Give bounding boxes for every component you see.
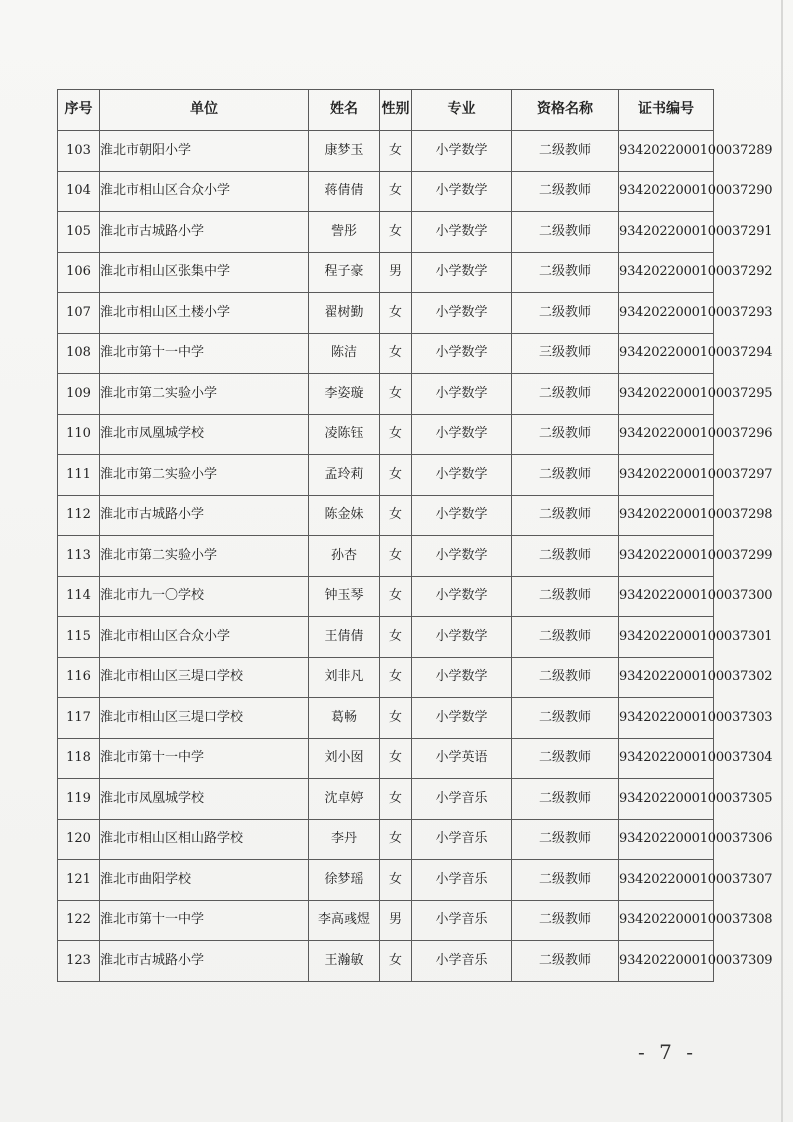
cell-certificate-number: 9342022000100037306 <box>619 819 714 860</box>
cell-major: 小学数学 <box>412 455 512 496</box>
cell-certificate-number: 9342022000100037291 <box>619 212 714 253</box>
cell-certificate-number: 9342022000100037290 <box>619 171 714 212</box>
cell-unit: 淮北市相山区三堤口学校 <box>100 657 309 698</box>
cell-unit: 淮北市第十一中学 <box>100 333 309 374</box>
table-row <box>58 698 714 739</box>
cell-qualification: 二级教师 <box>512 617 619 658</box>
cell-certificate-number: 9342022000100037302 <box>619 657 714 698</box>
cell-unit: 淮北市古城路小学 <box>100 495 309 536</box>
cell-unit: 淮北市相山区三堤口学校 <box>100 698 309 739</box>
cell-qualification: 二级教师 <box>512 293 619 334</box>
cell-qualification: 二级教师 <box>512 131 619 172</box>
cell-serial: 114 <box>58 576 100 617</box>
cell-gender: 女 <box>380 941 412 982</box>
cell-unit: 淮北市凤凰城学校 <box>100 779 309 820</box>
cell-qualification: 二级教师 <box>512 171 619 212</box>
cell-name: 刘非凡 <box>309 657 380 698</box>
table-row <box>58 819 714 860</box>
cell-unit: 淮北市相山区土楼小学 <box>100 293 309 334</box>
cell-gender: 女 <box>380 171 412 212</box>
cell-unit: 淮北市朝阳小学 <box>100 131 309 172</box>
table-row <box>58 495 714 536</box>
cell-major: 小学数学 <box>412 414 512 455</box>
cell-major: 小学数学 <box>412 536 512 577</box>
cell-serial: 112 <box>58 495 100 536</box>
table-row <box>58 617 714 658</box>
cell-name: 刘小囡 <box>309 738 380 779</box>
cell-serial: 107 <box>58 293 100 334</box>
cell-serial: 123 <box>58 941 100 982</box>
cell-unit: 淮北市相山区合众小学 <box>100 171 309 212</box>
cell-serial: 109 <box>58 374 100 415</box>
cell-gender: 女 <box>380 414 412 455</box>
cell-major: 小学数学 <box>412 617 512 658</box>
cell-qualification: 二级教师 <box>512 779 619 820</box>
cell-serial: 106 <box>58 252 100 293</box>
cell-serial: 111 <box>58 455 100 496</box>
cell-qualification: 二级教师 <box>512 900 619 941</box>
cell-certificate-number: 9342022000100037289 <box>619 131 714 172</box>
table-row <box>58 738 714 779</box>
cell-name: 陈洁 <box>309 333 380 374</box>
cell-gender: 女 <box>380 212 412 253</box>
cell-certificate-number: 9342022000100037293 <box>619 293 714 334</box>
cell-qualification: 二级教师 <box>512 536 619 577</box>
header-certificate-number: 证书编号 <box>619 90 714 131</box>
table-row <box>58 171 714 212</box>
cell-major: 小学数学 <box>412 293 512 334</box>
cell-serial: 103 <box>58 131 100 172</box>
cell-name: 钟玉琴 <box>309 576 380 617</box>
cell-qualification: 二级教师 <box>512 252 619 293</box>
cell-serial: 116 <box>58 657 100 698</box>
cell-qualification: 二级教师 <box>512 455 619 496</box>
cell-gender: 女 <box>380 536 412 577</box>
scan-edge <box>781 0 783 1122</box>
cell-name: 王倩倩 <box>309 617 380 658</box>
cell-unit: 淮北市古城路小学 <box>100 941 309 982</box>
cell-name: 李丹 <box>309 819 380 860</box>
cell-gender: 女 <box>380 131 412 172</box>
table-row <box>58 252 714 293</box>
cell-unit: 淮北市第二实验小学 <box>100 374 309 415</box>
table-row <box>58 293 714 334</box>
cell-gender: 女 <box>380 374 412 415</box>
cell-major: 小学数学 <box>412 576 512 617</box>
cell-unit: 淮北市第二实验小学 <box>100 455 309 496</box>
cell-name: 陈金妹 <box>309 495 380 536</box>
header-serial: 序号 <box>58 90 100 131</box>
cell-name: 葛畅 <box>309 698 380 739</box>
cell-unit: 淮北市古城路小学 <box>100 212 309 253</box>
cell-serial: 118 <box>58 738 100 779</box>
cell-qualification: 二级教师 <box>512 212 619 253</box>
table-row <box>58 900 714 941</box>
header-qualification: 资格名称 <box>512 90 619 131</box>
cell-unit: 淮北市相山区合众小学 <box>100 617 309 658</box>
cell-major: 小学数学 <box>412 657 512 698</box>
cell-major: 小学数学 <box>412 252 512 293</box>
cell-gender: 女 <box>380 819 412 860</box>
cell-serial: 104 <box>58 171 100 212</box>
cell-major: 小学音乐 <box>412 941 512 982</box>
cell-serial: 115 <box>58 617 100 658</box>
cell-major: 小学数学 <box>412 333 512 374</box>
cell-gender: 女 <box>380 779 412 820</box>
cell-serial: 113 <box>58 536 100 577</box>
cell-qualification: 二级教师 <box>512 576 619 617</box>
cell-gender: 女 <box>380 617 412 658</box>
header-gender: 性别 <box>380 90 412 131</box>
cell-certificate-number: 9342022000100037301 <box>619 617 714 658</box>
cell-gender: 女 <box>380 333 412 374</box>
cell-gender: 男 <box>380 900 412 941</box>
cell-major: 小学数学 <box>412 131 512 172</box>
cell-gender: 女 <box>380 657 412 698</box>
page-number: - 7 - <box>638 1040 697 1064</box>
cell-serial: 108 <box>58 333 100 374</box>
cell-certificate-number: 9342022000100037303 <box>619 698 714 739</box>
cell-gender: 女 <box>380 698 412 739</box>
table-row <box>58 455 714 496</box>
cell-certificate-number: 9342022000100037300 <box>619 576 714 617</box>
cell-major: 小学数学 <box>412 212 512 253</box>
cell-certificate-number: 9342022000100037295 <box>619 374 714 415</box>
cell-gender: 女 <box>380 495 412 536</box>
cell-name: 蒋倩倩 <box>309 171 380 212</box>
cell-certificate-number: 9342022000100037299 <box>619 536 714 577</box>
cell-qualification: 二级教师 <box>512 495 619 536</box>
header-unit: 单位 <box>100 90 309 131</box>
cell-certificate-number: 9342022000100037309 <box>619 941 714 982</box>
cell-unit: 淮北市第二实验小学 <box>100 536 309 577</box>
cell-gender: 女 <box>380 738 412 779</box>
table-row <box>58 536 714 577</box>
cell-name: 程子豪 <box>309 252 380 293</box>
cell-certificate-number: 9342022000100037304 <box>619 738 714 779</box>
table-row <box>58 860 714 901</box>
cell-name: 翟树勤 <box>309 293 380 334</box>
table-row <box>58 212 714 253</box>
cell-qualification: 二级教师 <box>512 819 619 860</box>
table-row <box>58 333 714 374</box>
cell-certificate-number: 9342022000100037307 <box>619 860 714 901</box>
cell-name: 徐梦瑶 <box>309 860 380 901</box>
cell-gender: 女 <box>380 455 412 496</box>
cell-qualification: 二级教师 <box>512 941 619 982</box>
cell-unit: 淮北市曲阳学校 <box>100 860 309 901</box>
header-name: 姓名 <box>309 90 380 131</box>
cell-certificate-number: 9342022000100037296 <box>619 414 714 455</box>
cell-major: 小学数学 <box>412 171 512 212</box>
cell-name: 訾彤 <box>309 212 380 253</box>
cell-qualification: 三级教师 <box>512 333 619 374</box>
cell-serial: 120 <box>58 819 100 860</box>
cell-qualification: 二级教师 <box>512 657 619 698</box>
table-row <box>58 374 714 415</box>
cell-unit: 淮北市第十一中学 <box>100 900 309 941</box>
cell-gender: 女 <box>380 293 412 334</box>
cell-serial: 117 <box>58 698 100 739</box>
cell-certificate-number: 9342022000100037297 <box>619 455 714 496</box>
cell-major: 小学音乐 <box>412 860 512 901</box>
cell-gender: 女 <box>380 860 412 901</box>
cell-qualification: 二级教师 <box>512 414 619 455</box>
cell-certificate-number: 9342022000100037308 <box>619 900 714 941</box>
cell-gender: 男 <box>380 252 412 293</box>
cell-unit: 淮北市相山区张集中学 <box>100 252 309 293</box>
cell-name: 孟玲莉 <box>309 455 380 496</box>
teacher-qualification-table <box>57 89 773 982</box>
cell-serial: 119 <box>58 779 100 820</box>
table-row <box>58 941 714 982</box>
table-row <box>58 779 714 820</box>
cell-serial: 105 <box>58 212 100 253</box>
cell-major: 小学数学 <box>412 495 512 536</box>
cell-major: 小学数学 <box>412 374 512 415</box>
table-row <box>58 131 714 172</box>
cell-serial: 122 <box>58 900 100 941</box>
cell-name: 李姿璇 <box>309 374 380 415</box>
cell-name: 王瀚敏 <box>309 941 380 982</box>
cell-qualification: 二级教师 <box>512 738 619 779</box>
cell-major: 小学英语 <box>412 738 512 779</box>
cell-name: 凌陈钰 <box>309 414 380 455</box>
header-major: 专业 <box>412 90 512 131</box>
cell-major: 小学音乐 <box>412 779 512 820</box>
cell-unit: 淮北市凤凰城学校 <box>100 414 309 455</box>
cell-unit: 淮北市九一〇学校 <box>100 576 309 617</box>
cell-major: 小学数学 <box>412 698 512 739</box>
table-header-row <box>58 90 714 131</box>
cell-certificate-number: 9342022000100037305 <box>619 779 714 820</box>
table-row <box>58 657 714 698</box>
cell-certificate-number: 9342022000100037292 <box>619 252 714 293</box>
cell-certificate-number: 9342022000100037294 <box>619 333 714 374</box>
cell-gender: 女 <box>380 576 412 617</box>
cell-serial: 110 <box>58 414 100 455</box>
cell-certificate-number: 9342022000100037298 <box>619 495 714 536</box>
cell-qualification: 二级教师 <box>512 860 619 901</box>
cell-name: 康梦玉 <box>309 131 380 172</box>
cell-name: 沈卓婷 <box>309 779 380 820</box>
cell-unit: 淮北市相山区相山路学校 <box>100 819 309 860</box>
cell-qualification: 二级教师 <box>512 698 619 739</box>
cell-name: 李高彧煜 <box>309 900 380 941</box>
cell-unit: 淮北市第十一中学 <box>100 738 309 779</box>
cell-major: 小学音乐 <box>412 819 512 860</box>
cell-qualification: 二级教师 <box>512 374 619 415</box>
cell-serial: 121 <box>58 860 100 901</box>
table-row <box>58 576 714 617</box>
cell-major: 小学音乐 <box>412 900 512 941</box>
table-row <box>58 414 714 455</box>
cell-name: 孙杏 <box>309 536 380 577</box>
